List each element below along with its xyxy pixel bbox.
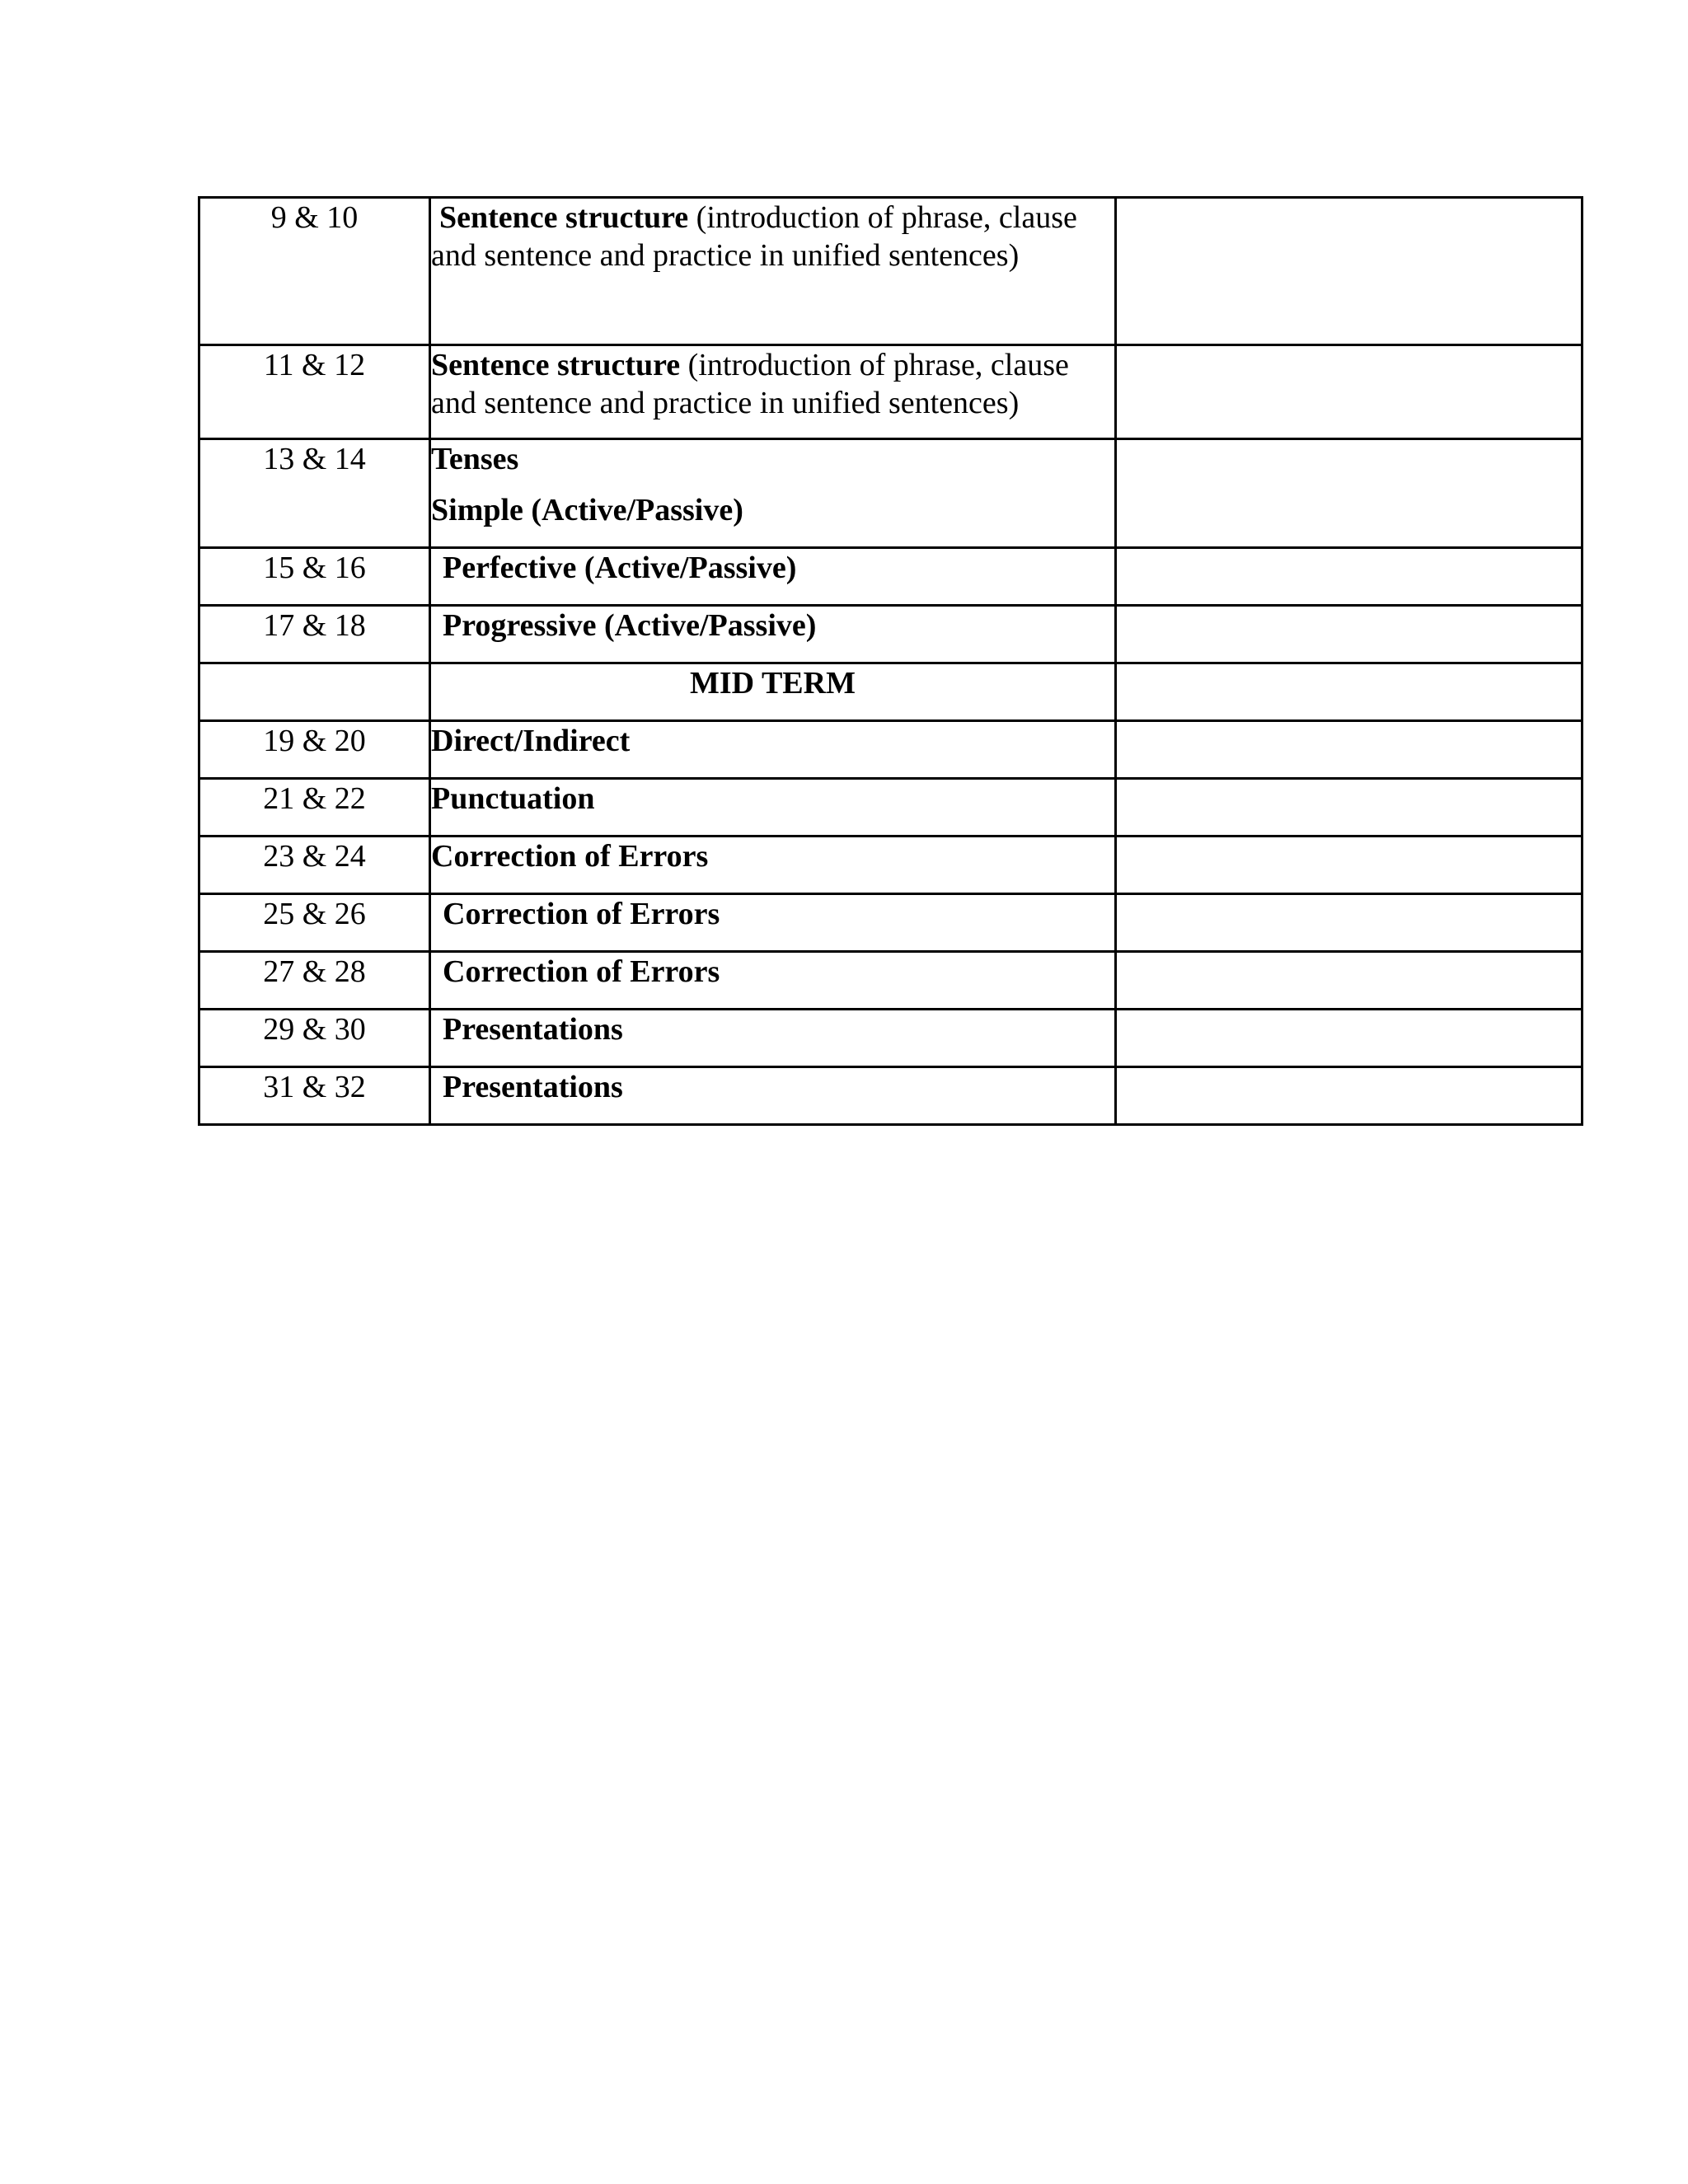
weeks-cell: 11 & 12 [199, 345, 430, 439]
weeks-cell: 29 & 30 [199, 1010, 430, 1067]
topic-description: (introduction of phrase, clause and sentence and practice in unified sentences) [431, 200, 1077, 273]
weeks-cell: 19 & 20 [199, 721, 430, 779]
weeks-cell: 27 & 28 [199, 952, 430, 1010]
remarks-cell [1116, 663, 1582, 721]
weeks-cell [199, 663, 430, 721]
topic-cell: Presentations [430, 1010, 1116, 1067]
mid-term-row [199, 663, 1582, 721]
table-row [199, 837, 1582, 894]
remarks-cell [1116, 837, 1582, 894]
weeks-cell: 31 & 32 [199, 1067, 430, 1125]
remarks-cell [1116, 548, 1582, 606]
remarks-cell [1116, 779, 1582, 837]
remarks-cell [1116, 198, 1582, 345]
remarks-cell [1116, 1010, 1582, 1067]
table-row [199, 439, 1582, 548]
topic-cell: Presentations [430, 1067, 1116, 1125]
table-row [199, 548, 1582, 606]
weeks-cell: 21 & 22 [199, 779, 430, 837]
table-row [199, 606, 1582, 663]
weeks-cell: 25 & 26 [199, 894, 430, 952]
remarks-cell [1116, 952, 1582, 1010]
topic-heading: Sentence structure [439, 200, 689, 235]
topic-heading: Sentence structure [431, 348, 681, 382]
remarks-cell [1116, 345, 1582, 439]
weeks-cell: 13 & 14 [199, 439, 430, 548]
table-row [199, 1067, 1582, 1125]
weeks-cell: 17 & 18 [199, 606, 430, 663]
remarks-cell [1116, 439, 1582, 548]
table-row [199, 1010, 1582, 1067]
topic-cell: Correction of Errors [430, 894, 1116, 952]
topic-cell: Progressive (Active/Passive) [430, 606, 1116, 663]
topic-heading: Tenses [431, 442, 519, 476]
topic-cell [430, 345, 1116, 439]
weeks-cell: 23 & 24 [199, 837, 430, 894]
topic-cell [430, 439, 1116, 548]
remarks-cell [1116, 1067, 1582, 1125]
topic-cell: Direct/Indirect [430, 721, 1116, 779]
remarks-cell [1116, 721, 1582, 779]
remarks-cell [1116, 894, 1582, 952]
table-row [199, 721, 1582, 779]
mid-term-label: MID TERM [430, 663, 1116, 721]
topic-cell: Correction of Errors [430, 952, 1116, 1010]
topic-subheading: Simple (Active/Passive) [431, 493, 743, 527]
line-spacer [431, 478, 1114, 491]
table-row [199, 345, 1582, 439]
remarks-cell [1116, 606, 1582, 663]
topic-description: (introduction of phrase, clause and sentence and practice in unified sentences) [431, 348, 1069, 420]
topic-cell: Perfective (Active/Passive) [430, 548, 1116, 606]
table-row [199, 198, 1582, 345]
table-row [199, 952, 1582, 1010]
table-row [199, 894, 1582, 952]
topic-cell: Correction of Errors [430, 837, 1116, 894]
weeks-cell: 15 & 16 [199, 548, 430, 606]
course-schedule-table [198, 196, 1583, 1126]
weeks-cell: 9 & 10 [199, 198, 430, 345]
topic-cell [430, 198, 1116, 345]
topic-cell: Punctuation [430, 779, 1116, 837]
table-row [199, 779, 1582, 837]
